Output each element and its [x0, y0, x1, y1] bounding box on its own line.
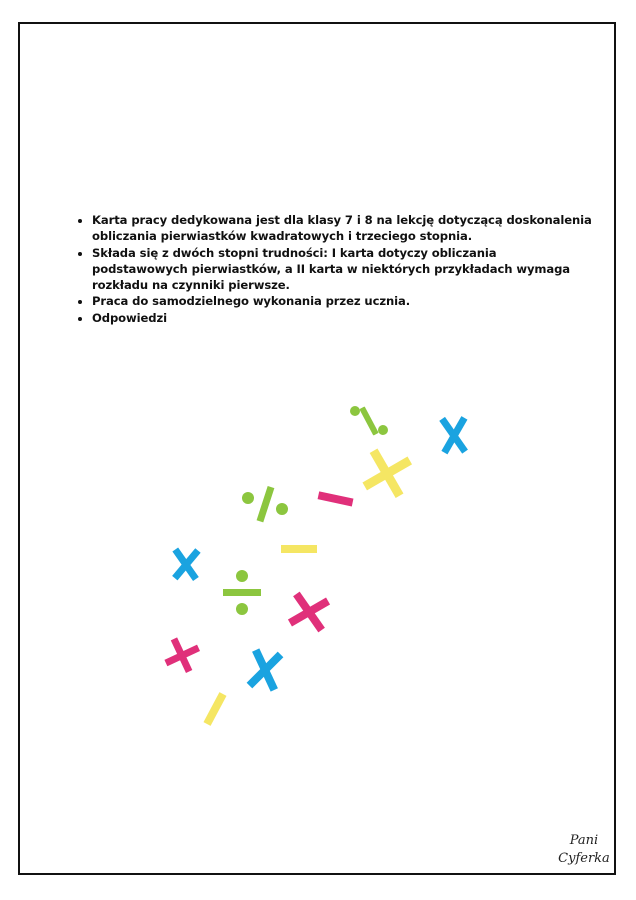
times-icon	[172, 548, 201, 582]
minus-icon	[281, 545, 317, 553]
list-item: • Składa się z dwóch stopni trudności: I karta dotyczy obliczania podstawowych pierwiastków, a II karta w niektórych przykładach wymaga rozkładu na czynniki pierwsze.	[92, 245, 592, 294]
plus-icon	[362, 448, 412, 498]
plus-icon	[288, 592, 330, 633]
signature-line: Cyferka	[558, 851, 610, 866]
times-icon	[247, 648, 284, 691]
divide-icon	[223, 570, 261, 615]
times-icon	[439, 416, 468, 454]
divide-icon	[242, 486, 288, 522]
list-item: • Odpowiedzi	[92, 310, 592, 326]
list-item: • Karta pracy dedykowana jest dla klasy 7 i 8 na lekcję dotyczącą doskonalenia obliczania pierwiastków kwadratowych i trzeciego stopnia.	[92, 212, 592, 245]
list-item: • Praca do samodzielnego wykonania przez ucznia.	[92, 293, 592, 309]
percent-icon	[350, 406, 388, 436]
signature-line: Pani	[569, 833, 599, 848]
plus-icon	[164, 637, 200, 673]
minus-icon	[318, 491, 354, 506]
signature-logo	[556, 832, 612, 868]
minus-icon	[203, 692, 226, 726]
